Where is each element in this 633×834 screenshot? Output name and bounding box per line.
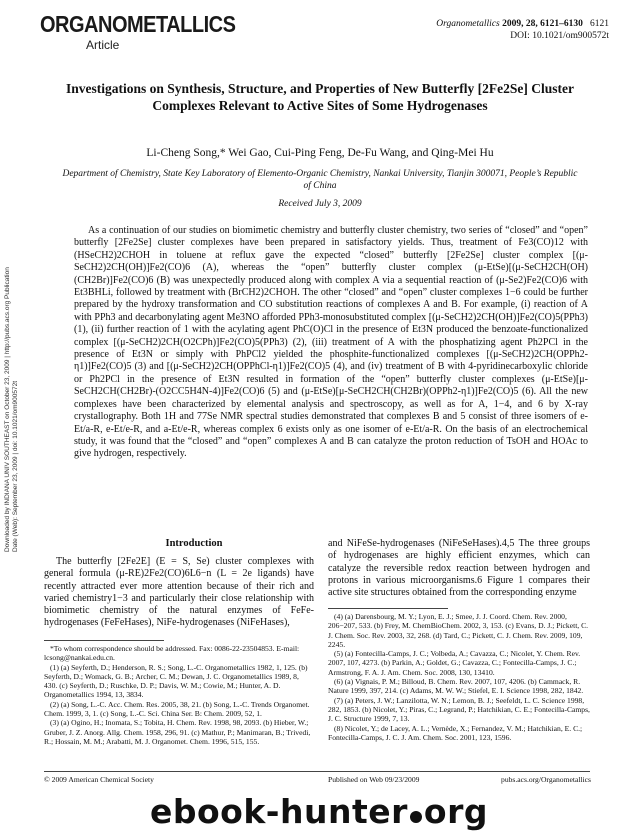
footnote: (1) (a) Seyferth, D.; Henderson, R. S.; Song, L.-C. Organometallics 1982, 1, 125. (b) Seyferth, D.; Womack, G. B.; Archer, C. M.; Dewan, J. C. Organometallics 1989, 8, 430. (c) Seyferth, D.; Ruschke, D. P.; Davis, W. M.; Cowie, M.; Hunter, A. D. Organometallics 1994, 13, 3834.: [44, 662, 308, 700]
footer-divider: [44, 771, 590, 772]
footnote: (2) (a) Song, L.-C. Acc. Chem. Res. 2005, 38, 21. (b) Song, L.-C. Trends Organomet. Chem. 1999, 3, 1. (c) Song, L.-C. Sci. China Ser. B: Chem. 2009, 52, 1.: [44, 699, 310, 719]
authors: Li-Cheng Song,* Wei Gao, Cui-Ping Feng, De-Fu Wang, and Qing-Mei Hu: [146, 147, 494, 159]
journal-url-link[interactable]: pubs.acs.org/Organometallics: [501, 775, 591, 784]
footnotes-right: [328, 612, 590, 742]
footnote: (3) (a) Ogino, H.; Inomata, S.; Tobita, H. Chem. Rev. 1998, 98, 2093. (b) Hieber, W.; Gruber, J. Z. Anorg. Allg. Chem. 1958, 296, 91. (c) Mathur, P.; Manimaran, B.; Trivedi, R.; Hossain, M. M.; Arabatti, M. J. Organomet. Chem. 1996, 515, 155.: [44, 718, 311, 746]
footnote: (8) Nicolet, Y.; de Lacey, A. L.; Vernède, X.; Fernandez, V. M.; Hatchikian, E. C.; Fontecilla-Camps, J. C. J. Am. Chem. Soc. 2001, 123, 1596.: [328, 723, 583, 742]
footnote: (4) (a) Darensbourg, M. Y.; Lyon, E. J.; Smee, J. J. Coord. Chem. Rev. 2000, 206−207, 533. (b) Frey, M. ChemBioChem. 2002, 3, 153. (c) Evans, D. J.; Pickett, C. J. Chem. Soc. Rev. 2003, 32, 268. (d) Tard, C.; Pickett, C. J. Chem. Rev. 2009, 109, 2245.: [328, 612, 589, 649]
footnote: *To whom correspondence should be addressed. Fax: 0086-22-23504853. E-mail: lcsong@nankai.edu.cn.: [44, 644, 300, 663]
footnote: (5) (a) Fontecilla-Camps, J. C.; Volbeda, A.; Cavazza, C.; Nicolet, Y. Chem. Rev. 2007, 107, 4273. (b) Parkin, A.; Goldet, G.; Cavazza, C.; Fontecilla-Camps, J. C.; Armstrong, F. A. J. Am. Chem. Soc. 2008, 130, 13410.: [328, 649, 581, 677]
citation-block: [436, 18, 609, 42]
footnote: (6) (a) Vignais, P. M.; Billoud, B. Chem. Rev. 2007, 107, 4206. (b) Cammack, R. Nature 1999, 397, 214. (c) Adams, M. W. W.; Stiefel, E. I. Science 1998, 282, 1842.: [328, 677, 584, 696]
citation-volume: 2009, 28, 6121–6130: [502, 19, 583, 29]
introduction-left-text: The butterfly [2Fe2E] (E = S, Se) cluster complexes with general formula (μ-RE)2Fe2(CO)6L6−n (L = 2e ligands) have recently attracted ever more attention because of their rich and varied chemistry1−3 and particularly their close relationship with biomimetic chemistry of the natural enzymes of FeFe-hydrogenases (FeFeHases), NiFe-hydrogenases (NiFeHases),: [44, 556, 314, 629]
received-date: Received July 3, 2009: [278, 199, 362, 209]
watermark-left: ebook-hunter: [150, 792, 408, 831]
download-side-note-text: Downloaded by INDIANA UNIV SOUTHEAST on October 23, 2009 | http://pubs.acs.org Publication Date (Web): September 23, 2009 | doi: 10.1021/om900572t: [4, 267, 19, 552]
footnote-divider-right: [328, 608, 448, 609]
footnotes-left: [44, 644, 314, 746]
footnote-divider-left: [44, 640, 164, 641]
section-heading-introduction: Introduction: [165, 538, 223, 549]
citation-journal: Organometallics: [436, 19, 500, 29]
article-title: Investigations on Synthesis, Structure, and Properties of New Butterfly [2Fe2Se] Cluster Complexes Relevant to Active Sites of Some Hydrogenases: [66, 81, 574, 113]
affiliation: Department of Chemistry, State Key Laboratory of Elemento-Organic Chemistry, Nankai University, Tianjin 300071, People’s Republic of China: [62, 169, 578, 191]
watermark-right: org: [423, 792, 488, 831]
watermark-dot: [410, 811, 422, 823]
introduction-right-text: and NiFeSe-hydrogenases (NiFeSeHases).4,5 The three groups of hydrogenases are highly efficient enzymes, which can catalyze the reversible redox reaction between hydrogen and protons in various microorganisms.6 Figure 1 compares their active site structures obtained from the corresponding enzyme: [328, 538, 590, 599]
copyright: © 2009 American Chemical Society: [44, 775, 154, 784]
abstract: As a continuation of our studies on biomimetic chemistry and butterfly cluster chemistry, two series of “closed” and “open” butterfly [2Fe2Se] cluster complexes have been prepared in satisfactory yields. Thus, treatment of Fe3(CO)12 with (HSeCH2)2CHOH in toluene at reflux gave the expected “closed” butterfly [2Fe2Se] cluster complex [(μ-SeCH2)2CH(OH)]Fe2(CO)6 (A), whereas the “open” butterfly cluster complex (μ-EtSe)[(μ-SeCH2CH(OH)(CH2Br)]Fe2(CO)6 (B) was unexpectedly produced along with complex A via a sequential reaction of (μ-Se2)Fe2(CO)6 with Et3BHLi, followed by treatment with (BrCH2)2CHOH. The other “closed” and “open” cluster complexes 1−6 could be further prepared by the hydroxy transformation and CO substitution reactions of complexes A and B. For example, (i) reaction of A with PPh3 and decarbonylating agent Me3NO afforded PPh3-monosubstituted complex [(μ-SeCH2)2CH(OH)]Fe2(CO)5(PPh3) (1), (ii) further reaction of 1 with the acylating agent PhC(O)Cl in the presence of Et3N produced the benzoate-functionalized complex [(μ-SeCH2)2CH(O2CPh)]Fe2(CO)5(PPh3) (2), (iii) treatment of A with the phosphatizing agent Ph2PCl in the presence of Et3N or simply with PhPCl2 yielded the phosphite-functionalized complexes [(μ-SeCH2)2CH(OPPh2-η1)]Fe2(CO)5 (3) and [(μ-SeCH2)2CH(OPPhCl-η1)]Fe2(CO)5 (4), and (iv) treatment of B with 4-pyridinecarboxylic chloride or Ph2PCl in the presence of Et3N resulted in formation of the “open” butterfly cluster complexes (μ-EtSe)[μ-SeCH2CH(CH2Br)-(O2CC5H4N-4)]Fe2(CO)6 (5) and (μ-EtSe)[μ-SeCH2CH(CH2Br)(OPPh2-η1)]Fe2(CO)5 (6). All the new complexes have been characterized by elemental analysis and spectroscopy, as well as for A, 1−4, and 6 by X-ray crystallography. Both 1H and 77Se NMR spectral studies demonstrated that complexes B and 5 consist of three isomers of e-Et/a-R, e-Et/e-R, and a-Et/e-R, whereas complex 6 exists only as one isomer of e-Et/a-R. On the basis of an electrochemical study, it was found that the “closed” and “open” complexes A and B can catalyze the proton reduction of TsOH and HOAc to give hydrogen, respectively.: [74, 225, 588, 460]
download-side-note: [4, 262, 30, 552]
doi[interactable]: DOI: 10.1021/om900572t: [510, 31, 609, 41]
page-number: 6121: [590, 19, 609, 29]
footnote: (7) (a) Peters, J. W.; Lanzilotta, W. N.; Lemon, B. J.; Seefeldt, L. C. Science 1998, 282, 1853. (b) Nicolet, Y.; Piras, C.; Legrand, P.; Hatchikian, C. E.; Fontecilla-Camps, J. C. Structure 1999, 7, 13.: [328, 695, 590, 724]
watermark: [150, 792, 488, 831]
publication-date: Published on Web 09/23/2009: [328, 775, 420, 784]
journal-logo: ORGANOMETALLICS: [40, 12, 236, 38]
article-type-label: Article: [86, 38, 120, 52]
